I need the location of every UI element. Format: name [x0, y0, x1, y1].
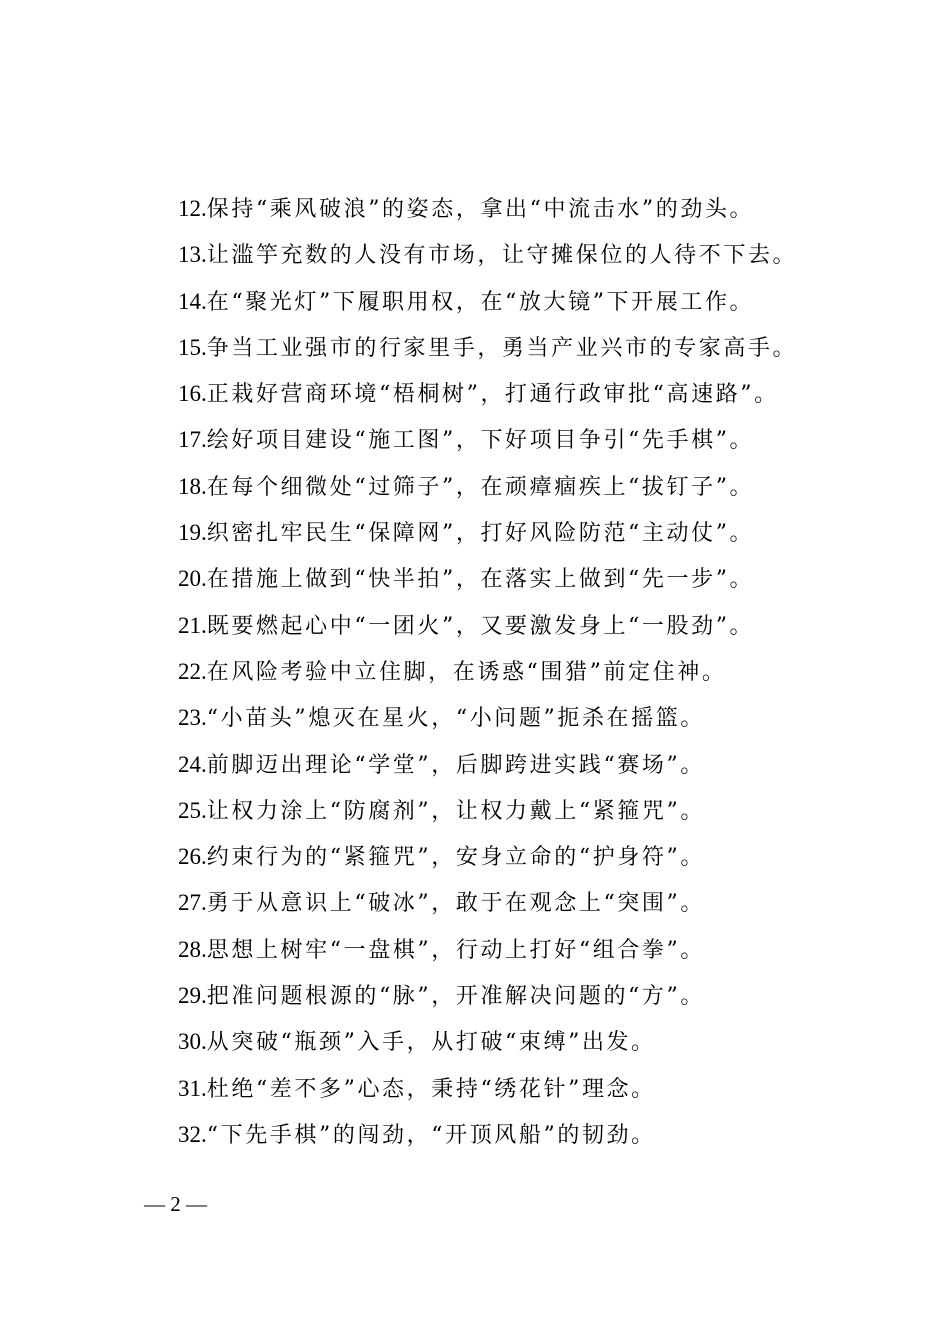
item-text: 在措施上做到“快半拍”，在落实上做到“先一步”。: [206, 567, 755, 593]
item-number: 15.: [178, 334, 207, 360]
item-number: 26.: [178, 844, 207, 870]
slogan-item: [178, 1112, 797, 1158]
slogan-item: [178, 973, 797, 1019]
slogan-item: [178, 1066, 797, 1112]
slogan-item: [178, 556, 797, 602]
item-number: 17.: [178, 427, 207, 453]
item-text: 约束行为的“紧箍咒”，安身立命的“护身符”。: [206, 845, 705, 871]
slogan-item: [178, 186, 797, 232]
item-text: 保持“乘风破浪”的姿态，拿出“中流击水”的劲头。: [206, 197, 755, 222]
slogan-item: [178, 417, 797, 463]
slogan-item: [178, 695, 797, 741]
item-number: 16.: [178, 381, 207, 407]
item-number: 28.: [178, 936, 207, 962]
item-text: 让权力涂上“防腐剂”，让权力戴上“紧箍咒”。: [206, 798, 705, 824]
item-text: 思想上树牢“一盘棋”，行动上打好“组合拳”。: [206, 937, 705, 963]
item-text: “小苗头”熄灭在星火，“小问题”扼杀在摇篮。: [206, 706, 705, 732]
slogan-list: [178, 186, 797, 1158]
item-text: 绘好项目建设“施工图”，下好项目争引“先手棋”。: [206, 428, 755, 454]
item-text: 让滥竽充数的人没有市场，让守摊保位的人待不下去。: [206, 243, 798, 269]
item-number: 27.: [178, 890, 207, 916]
slogan-item: [178, 279, 797, 325]
slogan-item: [178, 788, 797, 834]
item-text: 前脚迈出理论“学堂”，后脚跨进实践“赛场”。: [206, 752, 705, 778]
item-text: 勇于从意识上“破冰”，敢于在观念上“突围”。: [206, 891, 705, 917]
item-text: 在“聚光灯”下履职用权，在“放大镜”下开展工作。: [206, 289, 755, 315]
slogan-item: [178, 603, 797, 649]
item-text: “下先手棋”的闯劲，“开顶风船”的韧劲。: [206, 1122, 656, 1148]
slogan-item: [178, 880, 797, 926]
slogan-item: [178, 742, 797, 788]
item-number: 25.: [178, 797, 207, 823]
slogan-item: [178, 1019, 797, 1065]
item-text: 正栽好营商环境“梧桐树”，打通行政审批“高速路”。: [206, 382, 779, 408]
item-number: 12.: [178, 196, 207, 221]
item-number: 19.: [178, 520, 207, 546]
slogan-item: [178, 464, 797, 510]
item-text: 在风险考验中立住脚，在诱惑“围猎”前定住神。: [206, 659, 727, 685]
item-text: 把准问题根源的“脉”，开准解决问题的“方”。: [206, 984, 705, 1010]
item-number: 13.: [178, 242, 207, 268]
item-number: 31.: [178, 1075, 207, 1101]
item-number: 14.: [178, 288, 207, 314]
item-number: 29.: [178, 983, 207, 1009]
item-number: 32.: [178, 1121, 207, 1147]
item-text: 从突破“瓶颈”入手，从打破“束缚”出发。: [206, 1030, 656, 1056]
item-number: 23.: [178, 705, 207, 731]
slogan-item: [178, 232, 797, 278]
slogan-item: [178, 834, 797, 880]
item-number: 18.: [178, 473, 207, 499]
item-number: 20.: [178, 566, 207, 592]
item-text: 织密扎牢民生“保障网”，打好风险防范“主动仗”。: [206, 521, 755, 547]
slogan-item: [178, 649, 797, 695]
item-text: 争当工业强市的行家里手，勇当产业兴市的专家高手。: [206, 335, 798, 361]
item-text: 杜绝“差不多”心态，秉持“绣花针”理念。: [206, 1076, 656, 1102]
slogan-item: [178, 510, 797, 556]
item-number: 22.: [178, 658, 207, 684]
item-number: 30.: [178, 1029, 207, 1055]
item-text: 既要燃起心中“一团火”，又要激发身上“一股劲”。: [206, 613, 755, 639]
item-number: 21.: [178, 612, 207, 638]
item-text: 在每个细微处“过筛子”，在顽瘴痼疾上“拔钉子”。: [206, 474, 755, 500]
slogan-item: [178, 371, 797, 417]
item-number: 24.: [178, 751, 207, 777]
slogan-item: [178, 927, 797, 973]
slogan-item: [178, 325, 797, 371]
page-number: — 2 —: [144, 1192, 207, 1216]
